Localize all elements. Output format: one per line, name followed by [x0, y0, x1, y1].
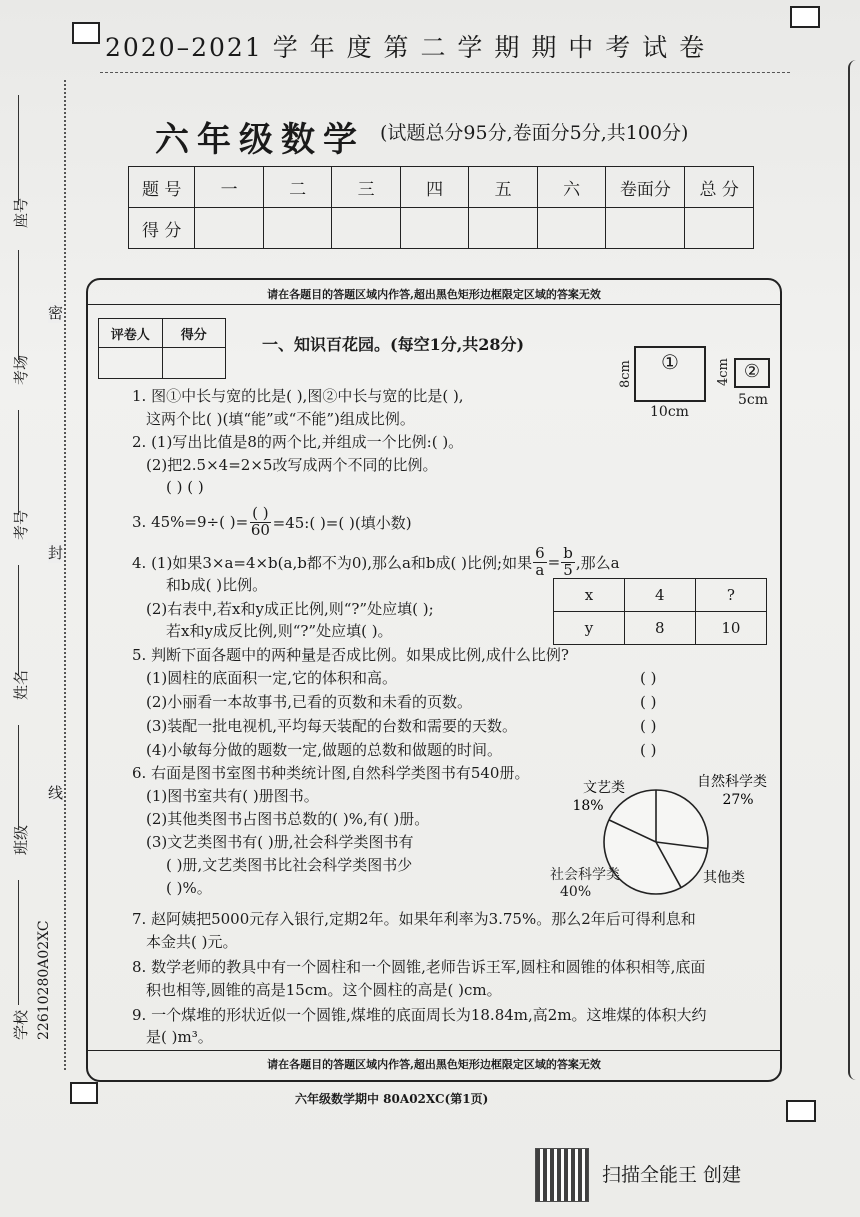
- q4-line2: 和b成( )比例。: [166, 576, 268, 594]
- q4-f2-num: b: [563, 544, 573, 562]
- school-blank: [18, 880, 19, 1005]
- seat-blank: [18, 95, 19, 205]
- score-input-1[interactable]: [195, 208, 264, 249]
- q8-line1: 8. 数学老师的教具中有一个圆柱和一个圆锥,老师告诉王军,圆柱和圆锥的体积相等,底面: [132, 958, 706, 976]
- pie-value-ziran: 27%: [722, 792, 754, 808]
- seal-mi: 密: [48, 304, 64, 322]
- score-cell: 一: [195, 167, 264, 208]
- q4-line3: (2)右表中,若x和y成正比例,则“?”处应填( );: [146, 600, 434, 618]
- q2-line1: 2. (1)写出比值是8的两个比,并组成一个比例:( )。: [132, 433, 464, 451]
- corner-mark-top-left: [72, 22, 100, 44]
- score-input-2[interactable]: [263, 208, 332, 249]
- room-label: 考场: [12, 354, 30, 385]
- q5-answer-2[interactable]: ( ): [640, 693, 657, 711]
- q3-line: [132, 506, 412, 539]
- figure-2-rect: [734, 358, 770, 388]
- warning-top: 请在各题目的答题区域内作答,超出黑色矩形边框限定区域的答案无效: [267, 288, 601, 301]
- q4-line4: 若x和y成反比例,则“?”处应填( )。: [166, 622, 393, 640]
- q5-answer-3[interactable]: ( ): [640, 717, 657, 735]
- page-title: 六年级数学: [155, 120, 365, 160]
- header-rule: [100, 72, 790, 73]
- pie-label-other: 其他类: [703, 870, 745, 886]
- q7-line1: 7. 赵阿姨把5000元存入银行,定期2年。如果年利率为3.75%。那么2年后可得利息和: [132, 910, 696, 928]
- figure-2-height: 4cm: [716, 358, 731, 386]
- q5-answer-4[interactable]: ( ): [640, 741, 657, 759]
- q7-line2: 本金共( )元。: [146, 933, 238, 951]
- q6-line5: ( )%。: [166, 879, 212, 897]
- page-footer: 六年级数学期中 80A02XC(第1页): [295, 1092, 489, 1106]
- seal-feng: 封: [48, 544, 64, 562]
- q5-item-3: (3)装配一批电视机,平均每天装配的台数和需要的天数。: [146, 717, 518, 735]
- qr-code-icon: [535, 1148, 589, 1202]
- q6-line1: (1)图书室共有( )册图书。: [146, 787, 319, 805]
- term-title: 2020–2021 学 年 度 第 二 学 期 期 中 考 试 卷: [105, 33, 707, 62]
- paper-code: 22610280A02XC: [36, 920, 52, 1040]
- scanner-watermark: 扫描全能王 创建: [602, 1164, 742, 1186]
- q4-f1-num: 6: [535, 544, 545, 562]
- q4-f2-den: 5: [563, 560, 573, 579]
- figure-1-height: 8cm: [618, 360, 633, 388]
- xy-cell: ?: [695, 579, 766, 612]
- q6-line4: ( )册,文艺类图书比社会科学类图书少: [166, 856, 413, 874]
- score-cell: 六: [537, 167, 606, 208]
- section-title: 一、知识百花园。(每空1分,共28分): [262, 335, 525, 354]
- pie-value-shehui-wrap: [560, 884, 591, 900]
- q3-numerator: ( ): [252, 504, 269, 522]
- corner-mark-bottom-left: [70, 1082, 98, 1104]
- q9-line1: 9. 一个煤堆的形状近似一个圆锥,煤堆的底面周长为18.84m,高2m。这堆煤的体积大约: [132, 1006, 707, 1024]
- score-input-neatness[interactable]: [606, 208, 685, 249]
- q9-line2: 是( )m³。: [146, 1028, 213, 1046]
- figure-1-width: 10cm: [650, 404, 689, 420]
- q4-fraction-2: [561, 546, 575, 579]
- q5-answer-1[interactable]: ( ): [640, 669, 657, 687]
- q4-line1a: 4. (1)如果3×a=4×b(a,b都不为0),那么a和b成( )比例;如果: [132, 553, 533, 572]
- score-cell: 题 号: [129, 167, 195, 208]
- xy-cell: x: [554, 579, 625, 612]
- xy-table: [553, 578, 767, 645]
- q2-line2: (2)把2.5×4=2×5改写成两个不同的比例。: [146, 456, 438, 474]
- xy-cell: y: [554, 612, 625, 645]
- score-input-5[interactable]: [469, 208, 538, 249]
- score-cell: 五: [469, 167, 538, 208]
- score-input-3[interactable]: [332, 208, 401, 249]
- xy-cell: 4: [624, 579, 695, 612]
- seat-label: 座号: [12, 197, 30, 228]
- q8-line2: 积也相等,圆锥的高是15cm。这个圆柱的高是( )cm。: [146, 981, 502, 999]
- reviewer-label: 评卷人: [99, 319, 163, 348]
- pie-label-ziran: 自然科学类: [697, 774, 767, 790]
- pie-value-wenyi: 18%: [572, 798, 604, 814]
- figure-1-rect: [634, 346, 706, 402]
- q5-item-1: (1)圆柱的底面积一定,它的体积和高。: [146, 669, 398, 687]
- figure-1-label: ①: [661, 350, 679, 374]
- room-blank: [18, 250, 19, 360]
- corner-mark-top-right: [790, 6, 820, 28]
- q2-line3: ( ) ( ): [166, 478, 204, 496]
- q3-part1: 3. 45%=9÷( )=: [132, 513, 249, 532]
- q6-intro: 6. 右面是图书室图书种类统计图,自然科学类图书有540册。: [132, 764, 530, 782]
- score-row-label: 得 分: [129, 208, 195, 249]
- xy-cell: 10: [695, 612, 766, 645]
- figure-2-label: ②: [743, 361, 761, 382]
- corner-mark-bottom-right: [786, 1100, 816, 1122]
- warning-bottom-rule: [88, 1050, 780, 1051]
- score-input-total[interactable]: [685, 208, 754, 249]
- score-table: [128, 166, 754, 249]
- q3-fraction: [250, 506, 270, 539]
- score-cell: 二: [263, 167, 332, 208]
- grader-score-label: 得分: [162, 319, 226, 348]
- q4-equals: =: [547, 553, 561, 572]
- q4-fraction-1: [533, 546, 547, 579]
- pie-value-shehui: 40%: [560, 884, 592, 900]
- q5-item-4: (4)小敏每分做的题数一定,做题的总数和做题的时间。: [146, 741, 503, 759]
- xy-cell: 8: [624, 612, 695, 645]
- name-label: 姓名: [12, 669, 30, 700]
- q1-line2: 这两个比( )(填“能”或“不能”)组成比例。: [146, 410, 415, 428]
- q4-f1-den: a: [535, 560, 545, 579]
- grader-box: [98, 318, 226, 379]
- score-note: (试题总分95分,卷面分5分,共100分): [380, 122, 689, 144]
- binding-strip: [0, 0, 70, 1100]
- name-blank: [18, 565, 19, 675]
- score-input-6[interactable]: [537, 208, 606, 249]
- q6-line3: (3)文艺类图书有( )册,社会科学类图书有: [146, 833, 414, 851]
- warning-top-rule: [88, 304, 780, 305]
- school-label: 学校: [12, 1009, 30, 1040]
- class-label: 班级: [12, 824, 30, 855]
- q5-intro: 5. 判断下面各题中的两种量是否成比例。如果成比例,成什么比例?: [132, 646, 569, 664]
- grader-score-field[interactable]: [162, 348, 226, 379]
- q6-line2: (2)其他类图书占图书总数的( )%,有( )册。: [146, 810, 430, 828]
- figure-2-width: 5cm: [738, 392, 769, 408]
- pie-label-shehui: 社会科学类: [550, 867, 620, 883]
- pie-chart: [560, 768, 780, 908]
- reviewer-field[interactable]: [99, 348, 163, 379]
- q3-part2: =45:( )=( )(填小数): [272, 513, 412, 532]
- pie-social-label: [550, 866, 620, 884]
- q1-line1: 1. 图①中长与宽的比是( ),图②中长与宽的比是( ),: [132, 387, 464, 405]
- score-cell: 四: [400, 167, 469, 208]
- score-cell: 卷面分: [606, 167, 685, 208]
- score-cell: 三: [332, 167, 401, 208]
- exam-no-blank: [18, 410, 19, 515]
- warning-bottom: 请在各题目的答题区域内作答,超出黑色矩形边框限定区域的答案无效: [267, 1058, 601, 1071]
- q5-item-2: (2)小丽看一本故事书,已看的页数和未看的页数。: [146, 693, 473, 711]
- exam-no-label: 考号: [12, 509, 30, 540]
- q4-line1b: ,那么a: [575, 553, 620, 572]
- seal-xian: 线: [48, 784, 64, 802]
- score-input-4[interactable]: [400, 208, 469, 249]
- next-page-edge: [848, 60, 860, 1080]
- score-cell: 总 分: [685, 167, 754, 208]
- q3-denominator: 60: [250, 520, 270, 539]
- score-table-header-row: [129, 167, 754, 208]
- class-blank: [18, 725, 19, 830]
- score-table-score-row: [129, 208, 754, 249]
- pie-label-wenyi: 文艺类: [583, 780, 625, 796]
